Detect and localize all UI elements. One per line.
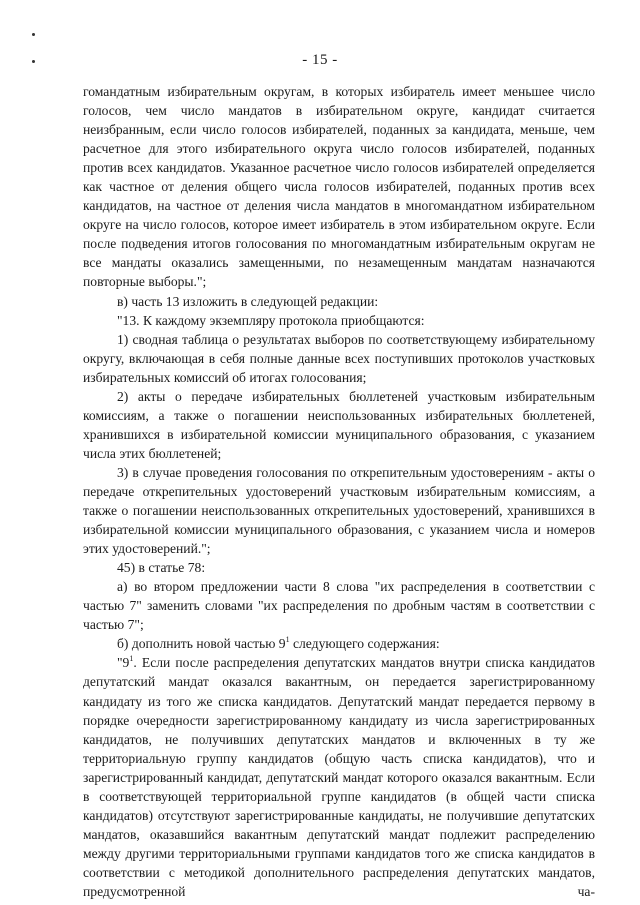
paragraph-item-3: 3) в случае проведения голосования по открепительным удостоверениям - акты о передаче открепительных удостоверений участковым избирательным комиссиям, а также о погашении неиспользованных открепительных удостоверений, хранившихся в избирательной комиссии муниципального образования, с указанием числа и номеров этих удостоверений."; [83,464,595,557]
paragraph-amendment-a: а) во втором предложении части 8 слова "их распределения в соответствии с частью 7" заменить словами "их распределения по дробным частям в соответствии с частью 7"; [83,579,595,633]
paragraph-item-2: 2) акты о передаче избирательных бюллетеней участковым избирательным комиссиям, а также о погашении неиспользованных избирательных бюллетеней, хранившихся в избирательной комиссии муниципального образования, с указанием числа этих бюллетеней; [83,388,595,461]
paragraph-amendment-v: в) часть 13 изложить в следующей редакции: [117,293,379,309]
scan-speck-mark [32,33,35,36]
paragraph-text: . Если после распределения депутатских мандатов внутри списка кандидатов депутатский мандат оказался вакантным, он передается зарегистрированному кандидату из того же списка кандидатов. Депутатский мандат передается первому в порядке очередности зарегистрированному кандидату из числа зарегистрированных кандидатов, не получивших депутатских мандатов и включенных в ту же территориальную группу кандидатов (общую часть списка кандидатов), что и зарегистрированный кандидат, депутатский мандат которого оказался вакантным. Если в соответствующей территориальной группе кандидатов (в общей части списка кандидатов) отсутствуют зарегистрированные кандидаты, не получившие депутатских мандатов, оказавшийся вакантным депутатский мандат подлежит распределению между другими территориальными группами кандидатов того же списка кандидатов в соответствии с методикой дополнительного распределения депутатских мандатов, предусмотренной ча- [83,655,595,899]
document-body [83,82,595,901]
page-number: - 15 - [302,52,338,68]
superscript: 1 [285,635,290,645]
paragraph-text: следующего содержания: [289,636,440,652]
superscript: 1 [129,654,134,664]
paragraph-part-9-1 [83,653,595,901]
paragraph-text: "9 [117,655,130,671]
paragraph-continuation: гомандатным избирательным округам, в которых избиратель имеет меньшее число голосов, чем число мандатов в избирательном округе, кандидат считается неизбранным, если число голосов избирателей, поданных за кандидата, меньше, чем расчетное для этого избирательного округа число голосов избирателей, поданных против всех кандидатов. Указанное расчетное число голосов избирателей определяется как частное от деления общего числа голосов избирателей, поданных против всех кандидатов, на частное от деления числа мандатов в многомандатном избирательном округе на число голосов, которое имеет избиратель в этом избирательном округе. Если после подведения итогов голосования по многомандатным избирательным округам не все мандаты оказались замещенными, по незамещенным мандатам назначаются повторные выборы."; [83,84,595,290]
paragraph-part-13: "13. К каждому экземпляру протокола приобщаются: [117,312,425,328]
paragraph-item-1: 1) сводная таблица о результатах выборов по соответствующему избирательному округу, включающая в себя полные данные всех поступивших протоколов участковых избирательных комиссий об итогах голосования; [83,331,595,385]
paragraph-text: б) дополнить новой частью 9 [117,636,286,652]
paragraph-amendment-b [83,634,595,653]
paragraph-item-45: 45) в статье 78: [117,560,206,576]
